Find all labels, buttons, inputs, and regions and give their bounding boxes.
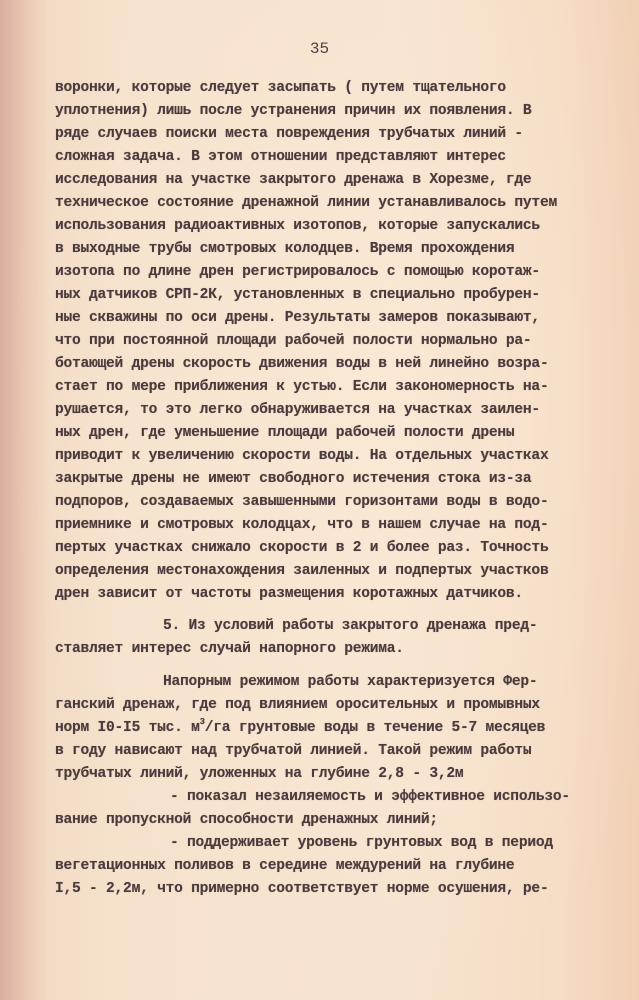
superscript: 3 (199, 717, 205, 727)
text-line: ставляет интерес случай напорного режима. (55, 641, 404, 657)
text-line: ных дрен, где уменьшение площади рабочей полости дрены (55, 425, 515, 441)
text-line: дрен зависит от частоты размещения коротажных датчиков. (55, 586, 523, 602)
text-line: ных датчиков СРП-2К, установленных в специально пробурен- (55, 287, 540, 303)
list-item-line: - показал незаиляемость и эффективное использо- (170, 789, 570, 805)
text-line: сложная задача. В этом отношении представляют интерес (55, 149, 506, 165)
text-line: что при постоянной площади рабочей полости нормально ра- (55, 333, 532, 349)
text-line: изотопа по длине дрен регистрировалось с помощью коротаж- (55, 264, 540, 280)
text-line: приводит к увеличению скорости воды. На отдельных участках (55, 448, 549, 464)
list-item-line: - поддерживает уровень грунтовых вод в период (170, 835, 553, 851)
text-line: уплотнения) лишь после устранения причин их появления. В (55, 103, 532, 119)
text-line: закрытые дрены не имеют свободного истечения стока из-за (55, 471, 532, 487)
text-line: определения местонахождения заиленных и подпертых участков (55, 563, 549, 579)
paragraph-first-line: Напорным режимом работы характеризуется Фер- (163, 674, 538, 690)
text-line: ные скважины по оси дрены. Результаты замеров показывают, (55, 310, 540, 326)
text-line: вание пропускной способности дренажных линий; (55, 812, 438, 828)
text-line: ганский дренаж, где под влиянием оросительных и промывных (55, 697, 540, 713)
text-line: I,5 - 2,2м, что примерно соответствует норме осушения, ре- (55, 881, 549, 897)
text-line-with-superscript (55, 718, 545, 738)
text-line: ряде случаев поиски места повреждения трубчатых линий - (55, 126, 523, 142)
text-line: в году нависают над трубчатой линией. Такой режим работы (55, 743, 532, 759)
text-line: исследования на участке закрытого дренажа в Хорезме, где (55, 172, 532, 188)
section-5-heading-line: 5. Из условий работы закрытого дренажа пред- (163, 618, 538, 634)
text-line: использования радиоактивных изотопов, которые запускались (55, 218, 540, 234)
text-line: приемнике и смотровых колодцах, что в нашем случае на под- (55, 517, 549, 533)
text-line: вегетационных поливов в середине междурений на глубине (55, 858, 515, 874)
page-number: 35 (309, 40, 330, 58)
text-line: подпоров, создаваемых завышенными горизонтами воды в водо- (55, 494, 549, 510)
text-segment: /га грунтовые воды в течение 5-7 месяцев (204, 720, 546, 736)
text-segment: норм I0-I5 тыс. м (55, 720, 200, 736)
text-line: воронки, которые следует засыпать ( путем тщательного (55, 80, 506, 96)
text-line: стает по мере приближения к устью. Если закономерность на- (55, 379, 549, 395)
text-line: трубчатых линий, уложенных на глубине 2,8 - 3,2м (55, 766, 464, 782)
text-line: в выходные трубы смотровых колодцев. Время прохождения (55, 241, 515, 257)
text-line: пертых участках снижало скорости в 2 и более раз. Точность (55, 540, 549, 556)
text-line: техническое состояние дренажной линии устанавливалось путем (55, 195, 557, 211)
text-line: рушается, то это легко обнаруживается на участках заилен- (55, 402, 540, 418)
text-line: ботающей дрены скорость движения воды в ней линейно возра- (55, 356, 549, 372)
